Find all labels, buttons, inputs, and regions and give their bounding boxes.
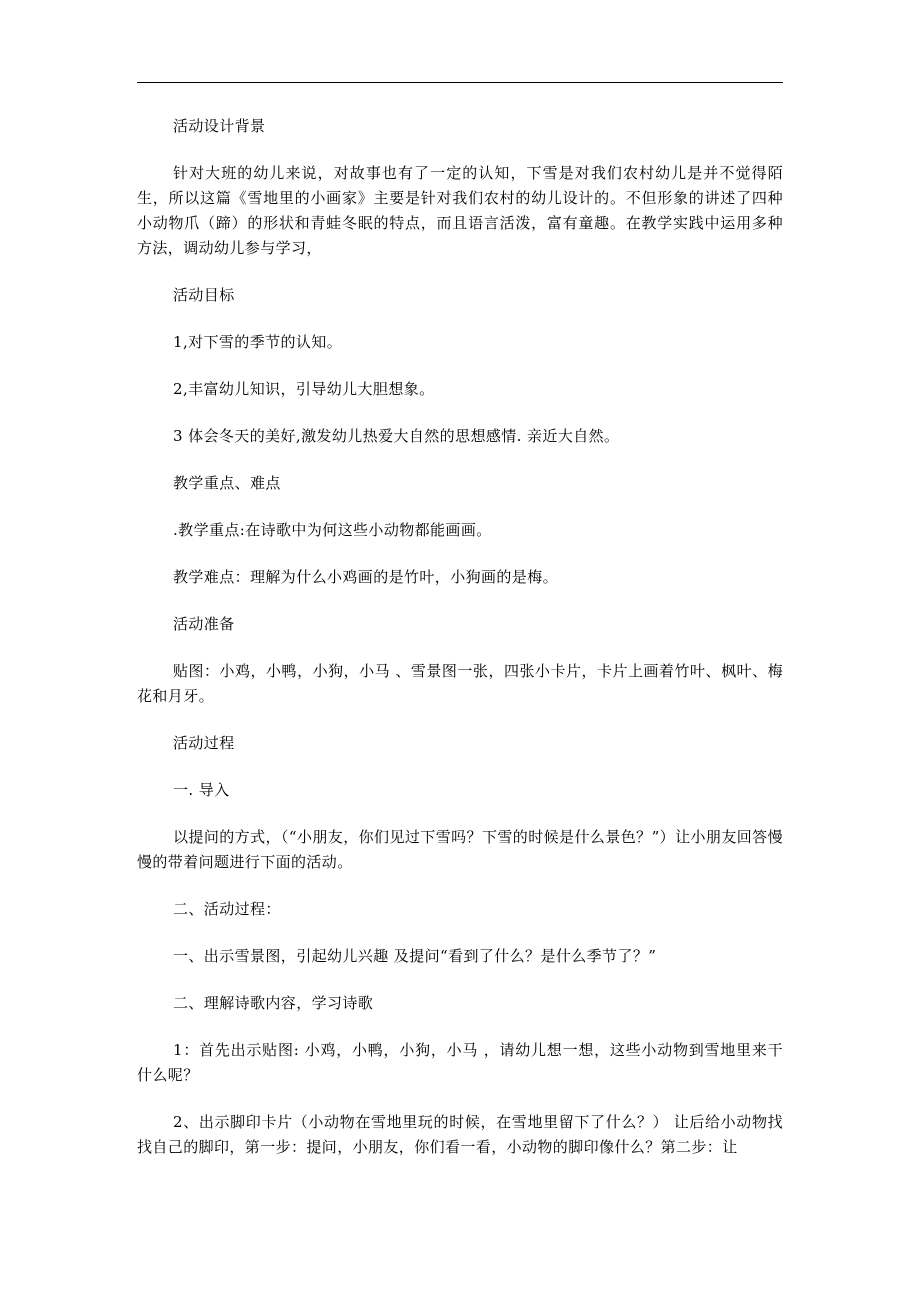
paragraph-preparation: 贴图：小鸡，小鸭，小狗，小马 、雪景图一张，四张小卡片，卡片上画着竹叶、枫叶、梅花和月牙。 (137, 662, 783, 705)
section-heading-goals: 活动目标 (173, 286, 235, 304)
header-rule (137, 82, 783, 83)
paragraph-step-1: 1：首先出示贴图: 小鸡，小鸭，小狗，小马 ，请幼儿想一想，这些小动物到雪地里来干什么呢？ (137, 1041, 783, 1084)
document-body (137, 114, 783, 1160)
section-heading-background: 活动设计背景 (173, 117, 266, 135)
activity-step-1: 一、出示雪景图，引起幼儿兴趣 及提问“看到了什么？是什么季节了？” (173, 947, 657, 965)
section-heading-process: 活动过程 (173, 734, 235, 752)
activity-step-2: 二、理解诗歌内容，学习诗歌 (173, 994, 374, 1012)
goal-item-2: 2,丰富幼儿知识，引导幼儿大胆想象。 (173, 380, 435, 398)
paragraph-intro: 以提问的方式，（“小朋友，你们见过下雪吗？下雪的时候是什么景色？”）让小朋友回答慢慢的带着问题进行下面的活动。 (137, 828, 783, 871)
goal-item-1: 1,对下雪的季节的认知。 (173, 333, 343, 351)
difficulty-item: 教学难点：理解为什么小鸡画的是竹叶，小狗画的是梅。 (173, 568, 559, 586)
key-point-item: .教学重点:在诗歌中为何这些小动物都能画画。 (173, 521, 492, 539)
goal-item-3: 3 体会冬天的美好,激发幼儿热爱大自然的思想感情. 亲近大自然。 (173, 427, 620, 445)
section-heading-preparation: 活动准备 (173, 615, 235, 633)
paragraph-background: 针对大班的幼儿来说，对故事也有了一定的认知，下雪是对我们农村幼儿是并不觉得陌生，所以这篇《雪地里的小画家》主要是针对我们农村的幼儿设计的。不但形象的讲述了四种小动物爪（蹄）的形状和青蛙冬眠的特点，而且语言活泼，富有童趣。在教学实践中运用多种方法，调动幼儿参与学习， (137, 164, 783, 257)
paragraph-step-2: 2、出示脚印卡片（小动物在雪地里玩的时候，在雪地里留下了什么？） 让后给小动物找找自己的脚印，第一步：提问，小朋友，你们看一看，小动物的脚印像什么？第二步：让 (137, 1113, 783, 1156)
process-step-activity: 二、活动过程： (173, 900, 281, 918)
section-heading-key-points: 教学重点、难点 (173, 474, 281, 492)
process-step-intro: 一. 导入 (173, 781, 230, 799)
